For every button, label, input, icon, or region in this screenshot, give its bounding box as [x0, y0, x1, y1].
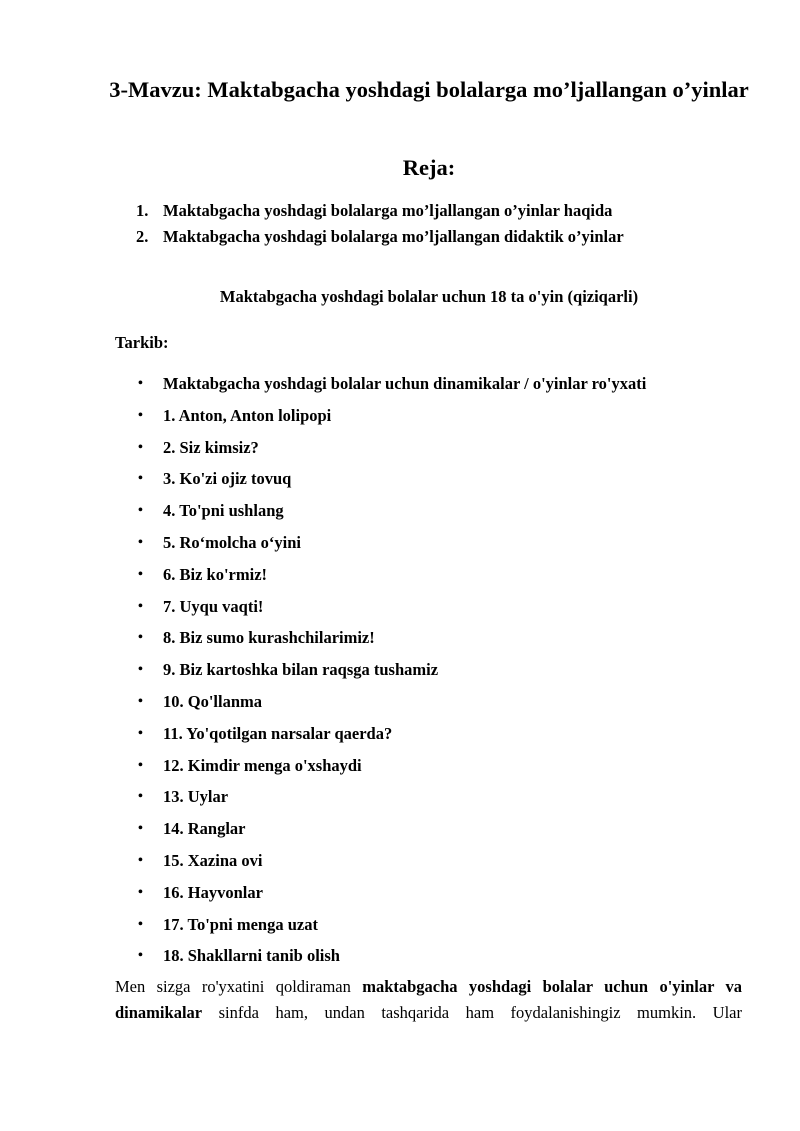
contents-label: Tarkib:	[115, 333, 169, 352]
list-item	[0, 815, 800, 845]
list-item-text: 12. Kimdir menga o'xshaydi	[163, 755, 362, 775]
plan-item-number: 2.	[136, 227, 149, 246]
list-item-text: 10. Qo'llanma	[163, 692, 263, 711]
paragraph-text-end: sinfda ham, undan tashqarida ham foydalanishingiz mumkin. Ular	[202, 1003, 742, 1022]
bullet-icon: •	[138, 376, 143, 391]
body-paragraph	[115, 974, 742, 1026]
list-item	[0, 561, 800, 591]
list-item	[0, 783, 800, 813]
bullet-icon: •	[138, 407, 143, 423]
list-item	[0, 434, 800, 464]
plan-heading: Reja:	[402, 155, 456, 180]
list-item	[0, 847, 800, 877]
bullet-icon: •	[138, 566, 143, 582]
list-item	[0, 720, 800, 750]
bullet-icon: •	[138, 757, 143, 773]
list-item	[0, 911, 800, 941]
list-item	[0, 465, 800, 495]
list-item	[0, 752, 800, 782]
list-item-text: 1. Anton, Anton lolipopi	[163, 405, 332, 425]
list-item-text: Maktabgacha yoshdagi bolalar uchun dinamikalar / o'yinlar ro'yxati	[163, 374, 647, 393]
list-item-text: 3. Ko'zi ojiz tovuq	[163, 469, 292, 489]
list-item-text: 17. To'pni menga uzat	[163, 914, 318, 934]
bullet-icon: •	[138, 630, 143, 646]
list-item	[0, 879, 800, 909]
list-item-text: 16. Hayvonlar	[163, 882, 263, 902]
paragraph-text-start: Men sizga ro'yxatini qoldiraman	[115, 977, 363, 996]
section-subtitle: Maktabgacha yoshdagi bolalar uchun 18 ta o'yin (qiziqarli)	[219, 287, 639, 306]
list-item	[0, 688, 800, 718]
list-item	[0, 593, 800, 623]
list-item-text: 8. Biz sumo kurashchilarimiz!	[163, 628, 375, 648]
plan-item	[0, 224, 800, 250]
bullet-icon: •	[138, 884, 143, 900]
list-item-text: 11. Yo'qotilgan narsalar qaerda?	[163, 723, 393, 743]
list-item	[0, 402, 800, 432]
bullet-icon: •	[138, 694, 143, 709]
list-item	[0, 497, 800, 527]
list-item-text: 13. Uylar	[163, 787, 229, 807]
plan-item-number: 1.	[136, 201, 149, 220]
list-item	[0, 370, 800, 400]
plan-item	[0, 198, 800, 224]
bullet-icon: •	[138, 948, 143, 964]
list-item-text: 18. Shakllarni tanib olish	[163, 946, 340, 966]
bullet-icon: •	[138, 535, 143, 550]
list-item	[0, 942, 800, 972]
bullet-icon: •	[138, 853, 143, 868]
plan-item-text: Maktabgacha yoshdagi bolalarga mo’ljallangan didaktik o’yinlar	[163, 227, 624, 246]
paragraph-bold-phrase: maktabgacha yoshdagi bolalar uchun o'yinlar va dinamikalar	[115, 977, 742, 1022]
list-item	[0, 529, 800, 559]
plan-item-text: Maktabgacha yoshdagi bolalarga mo’ljallangan o’yinlar haqida	[163, 201, 613, 220]
list-item-text: 5. Ro‘molcha o‘yini	[163, 533, 301, 552]
page-title: 3-Mavzu: Maktabgacha yoshdagi bolalarga mo’ljallangan o’yinlar	[109, 77, 749, 102]
list-item-text: 14. Ranglar	[163, 819, 246, 839]
list-item	[0, 624, 800, 654]
list-item-text: 9. Biz kartoshka bilan raqsga tushamiz	[163, 660, 439, 680]
bullet-icon: •	[138, 503, 143, 519]
list-item-text: 2. Siz kimsiz?	[163, 437, 259, 457]
bullet-icon: •	[138, 471, 143, 487]
list-item-text: 7. Uyqu vaqti!	[163, 596, 264, 616]
bullet-icon: •	[138, 789, 143, 805]
bullet-icon: •	[138, 439, 143, 455]
list-item-text: 15. Xazina ovi	[163, 851, 263, 870]
bullet-icon: •	[138, 662, 143, 678]
list-item-text: 4. To'pni ushlang	[163, 501, 284, 521]
list-item-text: 6. Biz ko'rmiz!	[163, 564, 268, 584]
bullet-icon: •	[138, 598, 143, 614]
bullet-icon: •	[138, 821, 143, 837]
bullet-icon: •	[138, 725, 143, 741]
list-item	[0, 656, 800, 686]
bullet-icon: •	[138, 916, 143, 932]
